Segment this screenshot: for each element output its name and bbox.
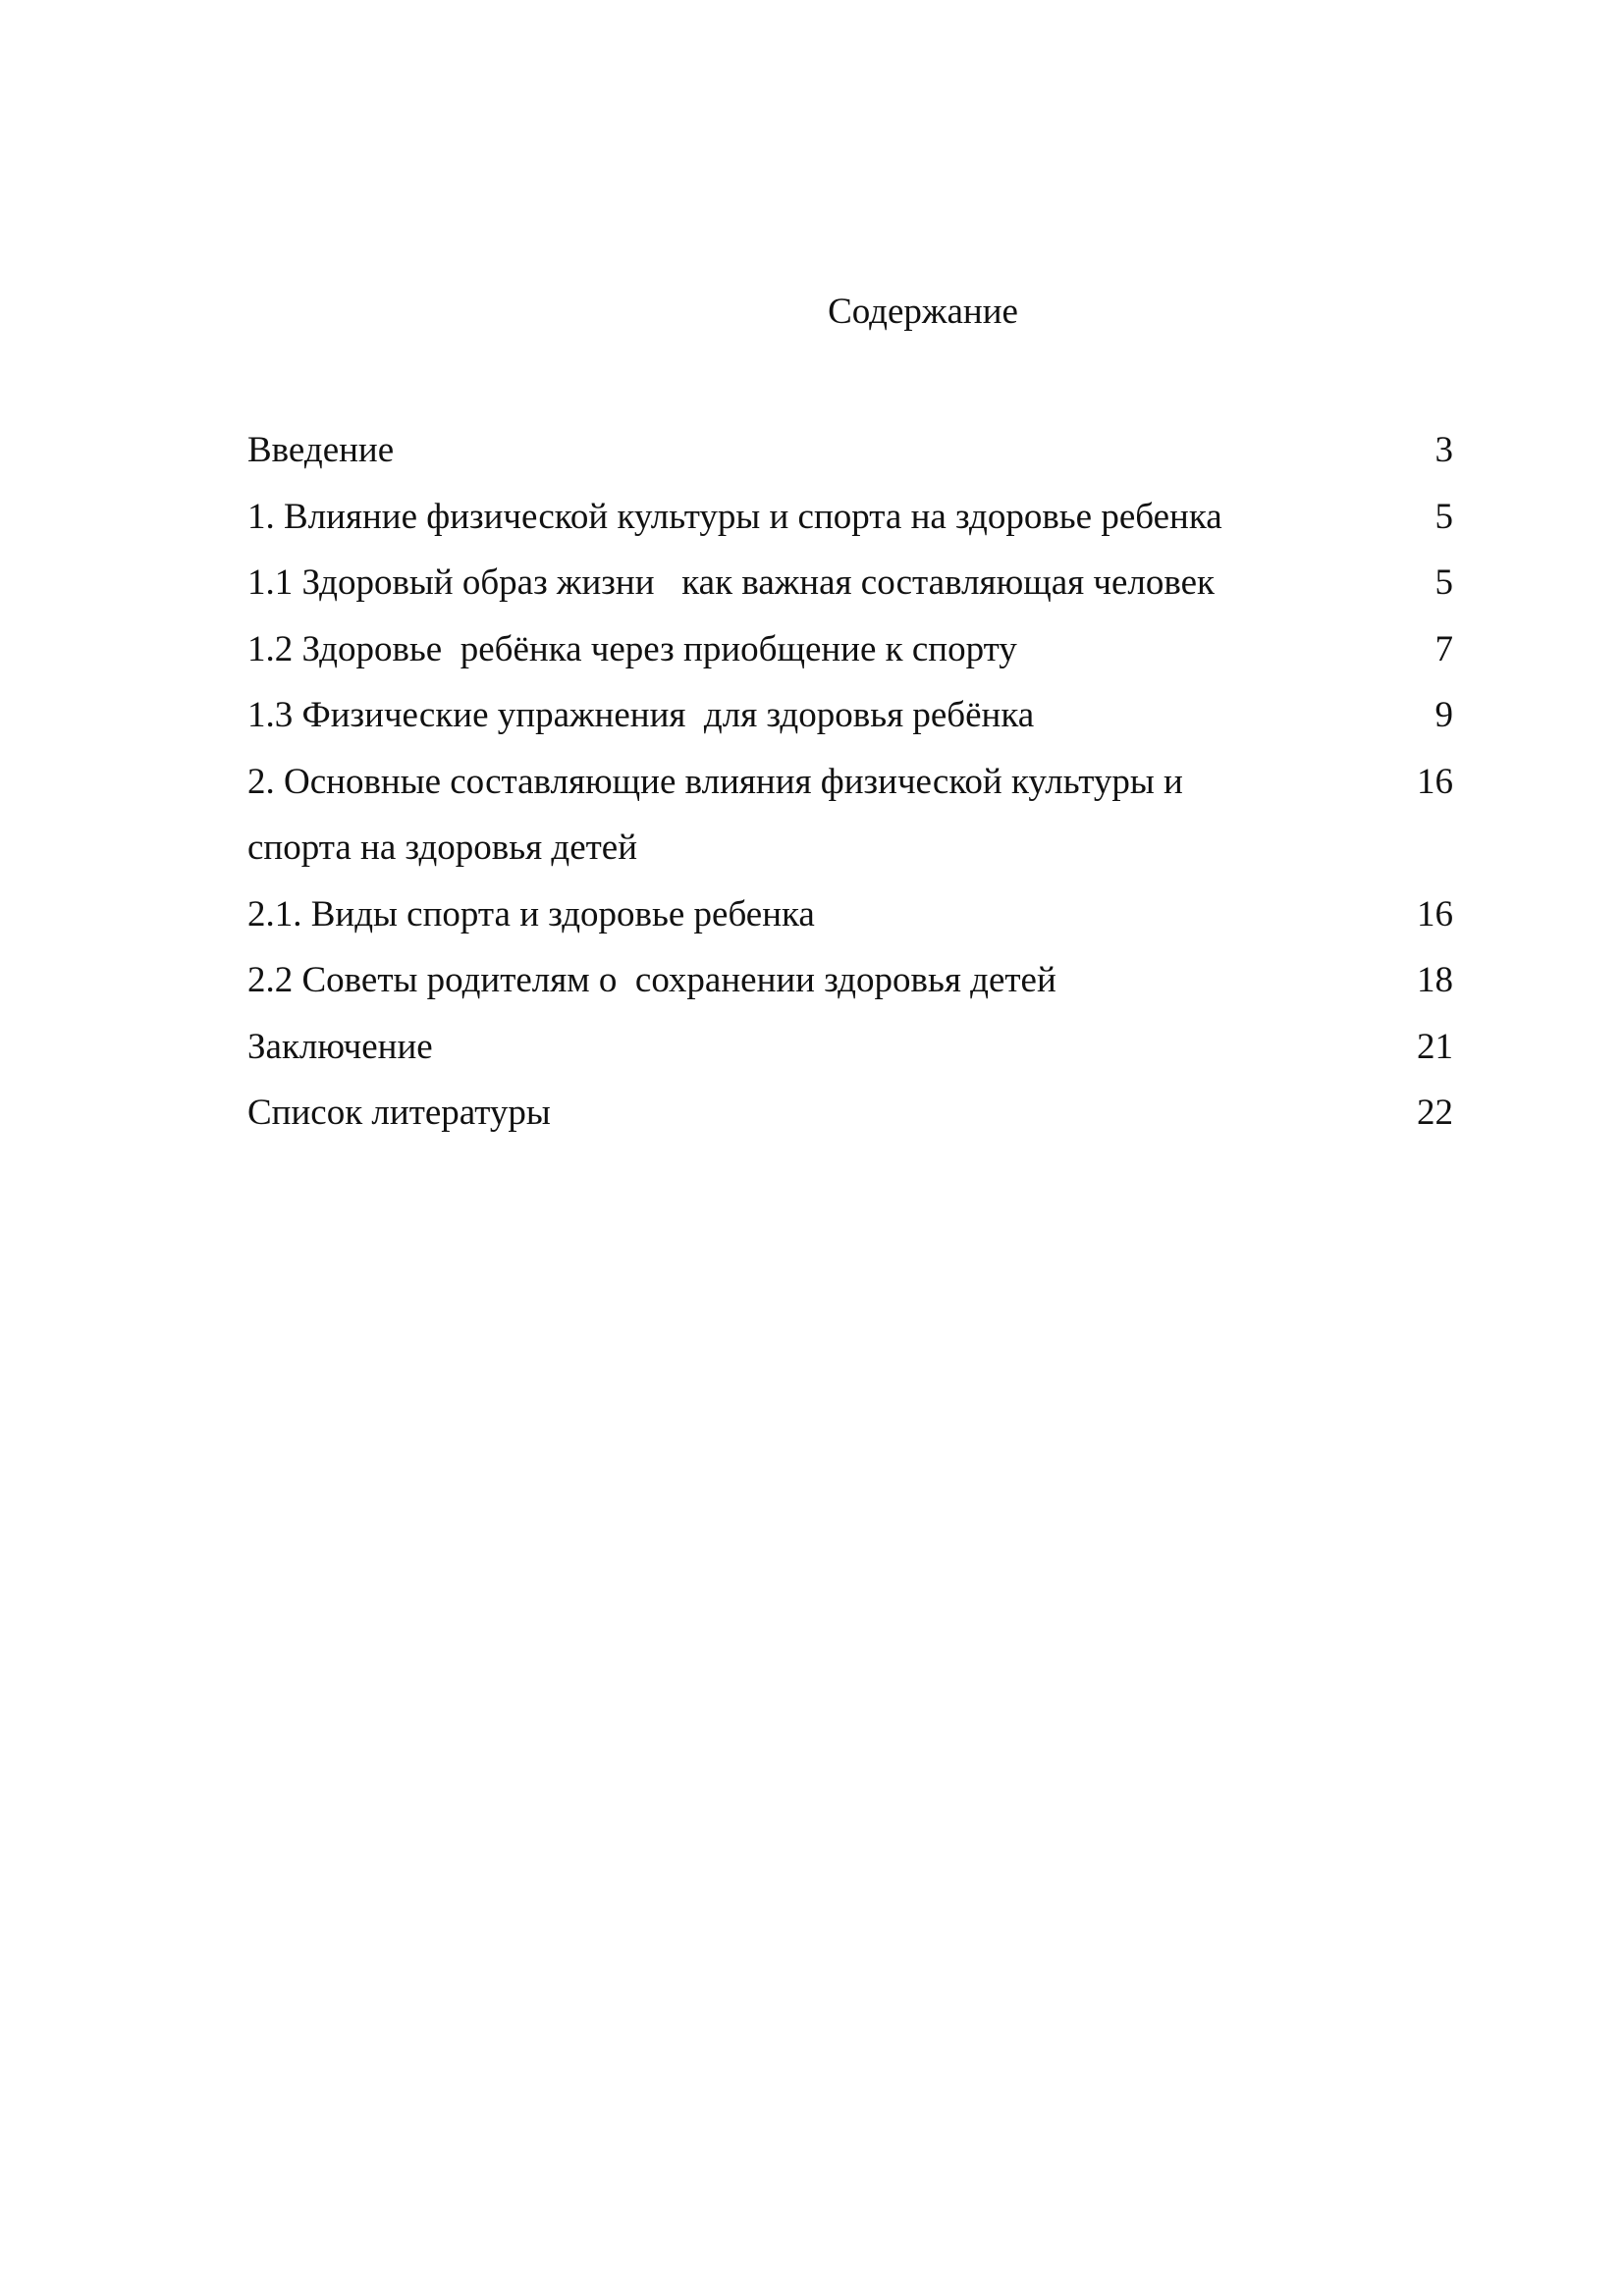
toc-entry-title: 1.1 Здоровый образ жизни как важная составляющая человек — [247, 562, 1216, 603]
table-of-contents — [247, 417, 1453, 1147]
toc-entry-title: Список литературы — [247, 1093, 551, 1133]
toc-entry — [247, 682, 1453, 749]
toc-entry-title: 2. Основные составляющие влияния физической культуры и спорта на здоровья детей — [247, 761, 1193, 868]
toc-entry — [247, 550, 1453, 616]
toc-entry — [247, 1080, 1453, 1147]
toc-entry — [247, 417, 1453, 484]
toc-entry-title: Введение — [247, 430, 395, 470]
toc-entry — [247, 881, 1453, 948]
toc-entry-page-number: 22 — [1417, 1093, 1453, 1133]
toc-entry-page-number: 5 — [1435, 562, 1453, 603]
toc-entry-title: 1.2 Здоровье ребёнка через приобщение к спорту — [247, 628, 1017, 669]
page-title: Содержание — [828, 292, 1018, 332]
toc-entry-page-number: 16 — [1417, 893, 1453, 934]
toc-entry — [247, 484, 1453, 551]
toc-entry-page-number: 7 — [1435, 628, 1453, 669]
toc-entry-page-number: 16 — [1417, 761, 1453, 802]
toc-entry — [247, 1014, 1453, 1081]
toc-entry-page-number: 9 — [1435, 695, 1453, 735]
toc-entry-page-number: 18 — [1417, 960, 1453, 1000]
toc-entry — [247, 616, 1453, 683]
toc-entry-page-number: 21 — [1417, 1026, 1453, 1067]
toc-entry — [247, 947, 1453, 1014]
toc-entry-title: 2.1. Виды спорта и здоровье ребенка — [247, 893, 815, 934]
toc-entry-page-number: 3 — [1435, 430, 1453, 470]
toc-entry — [247, 749, 1453, 881]
toc-entry-title: 1.3 Физические упражнения для здоровья ребёнка — [247, 695, 1035, 735]
toc-entry-title: 1. Влияние физической культуры и спорта на здоровье ребенка — [247, 496, 1222, 537]
toc-entry-page-number: 5 — [1435, 496, 1453, 537]
toc-entry-title: 2.2 Советы родителям о сохранении здоровья детей — [247, 960, 1056, 1000]
toc-entry-title: Заключение — [247, 1026, 433, 1067]
